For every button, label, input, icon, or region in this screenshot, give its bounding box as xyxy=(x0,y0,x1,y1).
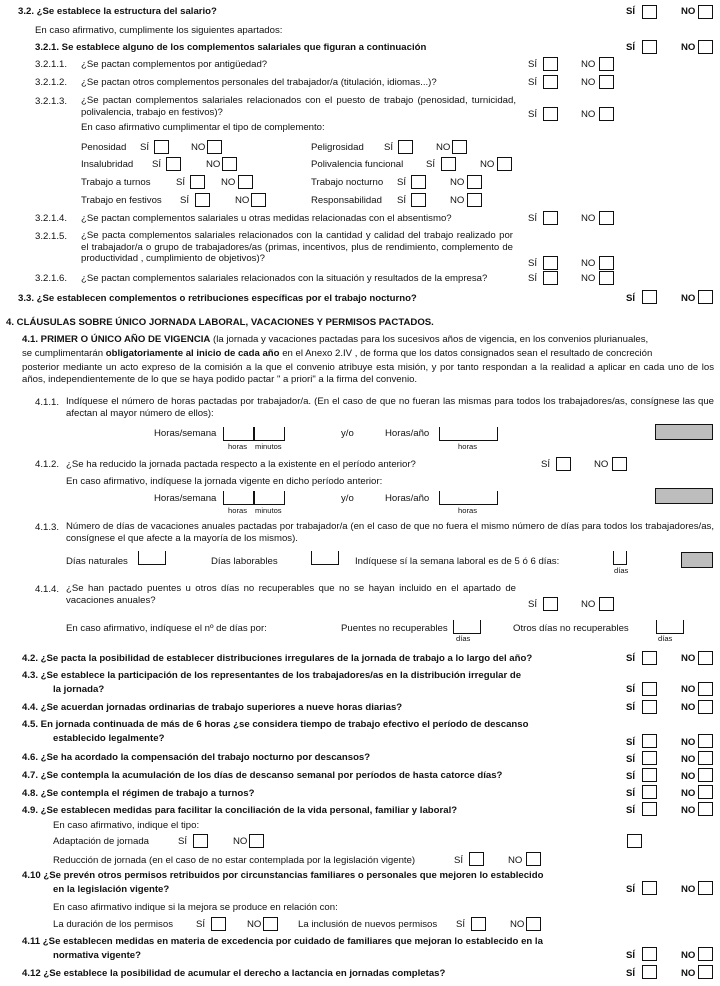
inclusion-yes-checkbox[interactable] xyxy=(471,917,486,931)
q43-label-b: la jornada? xyxy=(53,684,105,695)
s41-text-a: (la jornada y vacaciones pactadas para los sucesivos años de vigencia, en los convenios plurianuales, xyxy=(213,334,649,345)
q411b-yes-checkbox[interactable] xyxy=(642,947,657,961)
q48-no-checkbox[interactable] xyxy=(698,785,713,799)
q412-no-checkbox[interactable] xyxy=(612,457,627,471)
yes-label: SÍ xyxy=(528,59,538,70)
turnos-no-checkbox[interactable] xyxy=(238,175,253,189)
complement-peligrosidad-label: Peligrosidad xyxy=(311,142,364,153)
otros-dias-label: Otros días no recuperables xyxy=(513,623,629,634)
no-label: NO xyxy=(681,684,696,695)
yes-label: SÍ xyxy=(140,142,150,153)
yes-label: SÍ xyxy=(626,754,636,765)
q44-no-checkbox[interactable] xyxy=(698,700,713,714)
q49-label: 4.9. ¿Se establecen medidas para facilitar la conciliación de la vida personal, familiar y laboral? xyxy=(22,805,458,816)
yes-label: SÍ xyxy=(528,273,538,284)
adaptacion-yes-checkbox[interactable] xyxy=(193,834,208,848)
q413-label: Número de días de vacaciones anuales pactadas por trabajador/a (en el caso de que no fuera el mismo número de días para todos los trabajadores/as, consígnese el que afecte a la mayoría de los mismos). xyxy=(66,521,714,544)
complement-responsabilidad-label: Responsabilidad xyxy=(311,195,382,206)
q45-no-checkbox[interactable] xyxy=(698,734,713,748)
yes-label: SÍ xyxy=(528,77,538,88)
horas-ano-label: Horas/año xyxy=(385,493,430,504)
q3211-no-checkbox[interactable] xyxy=(599,57,614,71)
adaptacion-label: Adaptación de jornada xyxy=(53,836,150,847)
unit-horas: horas xyxy=(228,442,247,451)
horas-semana-label: Horas/semana xyxy=(154,428,217,439)
q42-yes-checkbox[interactable] xyxy=(642,651,657,665)
complement-festivos-label: Trabajo en festivos xyxy=(81,195,162,206)
no-label: NO xyxy=(581,77,596,88)
complement-insalubridad-label: Insalubridad xyxy=(81,159,134,170)
complement-turnos-label: Trabajo a turnos xyxy=(81,177,151,188)
no-label: NO xyxy=(581,258,596,269)
q44-yes-checkbox[interactable] xyxy=(642,700,657,714)
yes-label: SÍ xyxy=(626,702,636,713)
q3212-number: 3.2.1.2. xyxy=(35,77,68,88)
q45-yes-checkbox[interactable] xyxy=(642,734,657,748)
q412b-no-checkbox[interactable] xyxy=(698,965,713,979)
q42-no-checkbox[interactable] xyxy=(698,651,713,665)
s41-line2 xyxy=(22,348,652,360)
yes-label: SÍ xyxy=(626,771,636,782)
q411-number: 4.1.1. xyxy=(35,397,60,408)
s41-text-b2: obligatoriamente al inicio de cada año xyxy=(105,348,280,359)
inclusion-label: La inclusión de nuevos permisos xyxy=(298,919,438,930)
duracion-no-checkbox[interactable] xyxy=(263,917,278,931)
q412-yes-checkbox[interactable] xyxy=(556,457,571,471)
no-label: NO xyxy=(681,805,696,816)
reduccion-yes-checkbox[interactable] xyxy=(469,852,484,866)
q413-number: 4.1.3. xyxy=(35,522,60,533)
q33-no-checkbox[interactable] xyxy=(698,290,713,304)
q47-no-checkbox[interactable] xyxy=(698,768,713,782)
no-label: NO xyxy=(681,702,696,713)
puentes-field[interactable] xyxy=(453,620,481,634)
q3211-number: 3.2.1.1. xyxy=(35,59,68,70)
section-4-title: 4. CLÁUSULAS SOBRE ÚNICO JORNADA LABORAL, VACACIONES Y PERMISOS PACTADOS. xyxy=(6,317,434,328)
q49-yes-checkbox[interactable] xyxy=(642,802,657,816)
yes-label: SÍ xyxy=(176,177,186,188)
q3212-label: ¿Se pactan otros complementos personales del trabajador/a (titulación, idiomas...)? xyxy=(81,77,437,88)
yes-label: SÍ xyxy=(626,684,636,695)
yes-label: SÍ xyxy=(178,836,188,847)
q43-label-a: 4.3. ¿Se establece la participación de los representantes de los trabajadores/as en la distribución irregular de xyxy=(22,670,522,681)
q47-label: 4.7. ¿Se contempla la acumulación de los días de descanso semanal por períodos de hasta catorce días? xyxy=(22,770,503,781)
insalubridad-no-checkbox[interactable] xyxy=(222,157,237,171)
q321-yes-checkbox[interactable] xyxy=(642,40,657,54)
no-label: NO xyxy=(681,884,696,895)
q3216-label: ¿Se pactan complementos salariales relacionados con la situación y resultados de la empresa? xyxy=(81,273,488,284)
no-label: NO xyxy=(681,771,696,782)
q46-label: 4.6. ¿Se ha acordado la compensación del trabajo nocturno por descansos? xyxy=(22,752,371,763)
q3216-no-checkbox[interactable] xyxy=(599,271,614,285)
prev-horas-semana-hours-field[interactable] xyxy=(223,491,254,505)
q3211-label: ¿Se pactan complementos por antigüedad? xyxy=(81,59,268,70)
no-label: NO xyxy=(436,142,451,153)
no-label: NO xyxy=(235,195,250,206)
no-label: NO xyxy=(681,950,696,961)
q410-label-b: en la legislación vigente? xyxy=(53,884,170,895)
complement-nocturno-label: Trabajo nocturno xyxy=(311,177,384,188)
yes-label: SÍ xyxy=(626,788,636,799)
no-label: NO xyxy=(450,177,465,188)
no-label: NO xyxy=(594,459,609,470)
no-label: NO xyxy=(510,919,525,930)
no-label: NO xyxy=(681,653,696,664)
yes-label: SÍ xyxy=(626,968,636,979)
puentes-label: Puentes no recuperables xyxy=(341,623,448,634)
q3213-number: 3.2.1.3. xyxy=(35,96,68,107)
horas-ano-label: Horas/año xyxy=(385,428,430,439)
q49-no-checkbox[interactable] xyxy=(698,802,713,816)
q411b-label-a: 4.11 ¿Se establecen medidas en materia de excedencia por cuidado de familiares que mejoran lo establecido en la xyxy=(22,936,543,947)
q32-no-checkbox[interactable] xyxy=(698,5,713,19)
complement-polivalencia-label: Polivalencia funcional xyxy=(311,159,404,170)
yes-label: SÍ xyxy=(528,599,538,610)
q3211-yes-checkbox[interactable] xyxy=(543,57,558,71)
q414-number: 4.1.4. xyxy=(35,584,60,595)
s41-text-b3: en el Anexo 2.IV , de forma que los datos consignados sean el resultado de concreción xyxy=(282,348,653,359)
q33-label: 3.3. ¿Se establecen complementos o retribuciones específicas por el trabajo nocturno? xyxy=(18,293,417,304)
yes-label: SÍ xyxy=(626,805,636,816)
complement-penosidad-label: Penosidad xyxy=(81,142,127,153)
yes-label: SÍ xyxy=(528,258,538,269)
yes-label: SÍ xyxy=(626,653,636,664)
q3215-number: 3.2.1.5. xyxy=(35,231,68,242)
yes-label: SÍ xyxy=(626,42,636,53)
otros-dias-field[interactable] xyxy=(656,620,684,634)
q3214-label: ¿Se pactan complementos salariales u otras medidas relacionadas con el absentismo? xyxy=(81,213,452,224)
q46-yes-checkbox[interactable] xyxy=(642,751,657,765)
q44-label: 4.4. ¿Se acuerdan jornadas ordinarias de trabajo superiores a nueve horas diarias? xyxy=(22,702,403,713)
yes-label: SÍ xyxy=(384,142,394,153)
q3216-yes-checkbox[interactable] xyxy=(543,271,558,285)
q411b-no-checkbox[interactable] xyxy=(698,947,713,961)
adaptacion-no-checkbox[interactable] xyxy=(249,834,264,848)
q412b-yes-checkbox[interactable] xyxy=(642,965,657,979)
dias-laborables-field[interactable] xyxy=(311,551,339,565)
q3214-no-checkbox[interactable] xyxy=(599,211,614,225)
q410-subtitle: En caso afirmativo indique si la mejora se produce en relación con: xyxy=(53,902,338,913)
no-label: NO xyxy=(233,836,248,847)
yes-label: SÍ xyxy=(152,159,162,170)
yo-label: y/o xyxy=(341,428,354,439)
q49-subtitle: En caso afirmativo, indique el tipo: xyxy=(53,820,200,831)
q3213-no-checkbox[interactable] xyxy=(599,107,614,121)
yes-label: SÍ xyxy=(626,6,636,17)
penosidad-no-checkbox[interactable] xyxy=(207,140,222,154)
no-label: NO xyxy=(681,788,696,799)
no-label: NO xyxy=(681,737,696,748)
no-label: NO xyxy=(681,293,696,304)
q3214-number: 3.2.1.4. xyxy=(35,213,68,224)
s41-text-b1: se cumplimentarán xyxy=(22,348,104,359)
dias-naturales-label: Días naturales xyxy=(66,556,128,567)
q33-yes-checkbox[interactable] xyxy=(642,290,657,304)
unit-minutos: minutos xyxy=(255,506,282,515)
semana-laboral-field[interactable] xyxy=(613,551,627,565)
prev-horas-semana-minutes-field[interactable] xyxy=(254,491,285,505)
unit-minutos: minutos xyxy=(255,442,282,451)
duracion-yes-checkbox[interactable] xyxy=(211,917,226,931)
unit-dias: días xyxy=(456,634,471,643)
horas-semana-minutes-field[interactable] xyxy=(254,427,285,441)
q412b-label: 4.12 ¿Se establece la posibilidad de acumular el derecho a lactancia en jornadas completas? xyxy=(22,968,446,979)
shaded-field xyxy=(681,552,713,568)
yes-label: SÍ xyxy=(626,884,636,895)
q42-label: 4.2. ¿Se pacta la posibilidad de establecer distribuciones irregulares de la jornada de trabajo a lo largo del año? xyxy=(22,653,533,664)
q414-subtitle: En caso afirmativo, indíquese el nº de días por: xyxy=(66,623,267,634)
q410-no-checkbox[interactable] xyxy=(698,881,713,895)
yes-label: SÍ xyxy=(528,213,538,224)
yo-label: y/o xyxy=(341,493,354,504)
yes-label: SÍ xyxy=(454,855,464,866)
polivalencia-yes-checkbox[interactable] xyxy=(441,157,456,171)
s41-text-c: posterior mediante un acto expreso de la comisión a la que el convenio atribuye esta misión, y por tanto respondan a la realidad a aplicar en cada uno de los años, independientemente de lo que se haya podido pactar " a priori" a la firma del convenio. xyxy=(22,362,714,385)
q321-label: 3.2.1. Se establece alguno de los complementos salariales que figuran a continuación xyxy=(35,42,427,53)
q48-label: 4.8. ¿Se contempla el régimen de trabajo a turnos? xyxy=(22,788,255,799)
q43-no-checkbox[interactable] xyxy=(698,682,713,696)
yes-label: SÍ xyxy=(626,950,636,961)
dias-naturales-field[interactable] xyxy=(138,551,166,565)
peligrosidad-yes-checkbox[interactable] xyxy=(398,140,413,154)
festivos-yes-checkbox[interactable] xyxy=(195,193,210,207)
q32-yes-checkbox[interactable] xyxy=(642,5,657,19)
q410-yes-checkbox[interactable] xyxy=(642,881,657,895)
yes-label: SÍ xyxy=(541,459,551,470)
q412-label: ¿Se ha reducido la jornada pactada respecto a la existente en el período anterior? xyxy=(66,459,416,470)
no-label: NO xyxy=(450,195,465,206)
s41-heading: 4.1. PRIMER O ÚNICO AÑO DE VIGENCIA xyxy=(22,334,211,345)
q414-no-checkbox[interactable] xyxy=(599,597,614,611)
q47-yes-checkbox[interactable] xyxy=(642,768,657,782)
yes-label: SÍ xyxy=(397,195,407,206)
responsabilidad-no-checkbox[interactable] xyxy=(467,193,482,207)
yes-label: SÍ xyxy=(196,919,206,930)
shaded-field xyxy=(655,424,713,440)
q46-no-checkbox[interactable] xyxy=(698,751,713,765)
reduccion-label: Reducción de jornada (en el caso de no estar contemplada por la legislación vigente) xyxy=(53,855,416,866)
no-label: NO xyxy=(191,142,206,153)
q49-extra-checkbox[interactable] xyxy=(627,834,642,848)
q411b-label-b: normativa vigente? xyxy=(53,950,141,961)
yes-label: SÍ xyxy=(397,177,407,188)
s41-line1 xyxy=(22,334,648,346)
horas-semana-hours-field[interactable] xyxy=(223,427,254,441)
prev-horas-ano-field[interactable] xyxy=(439,491,498,505)
horas-semana-label: Horas/semana xyxy=(154,493,217,504)
q3212-no-checkbox[interactable] xyxy=(599,75,614,89)
unit-dias: días xyxy=(658,634,673,643)
yes-label: SÍ xyxy=(426,159,436,170)
responsabilidad-yes-checkbox[interactable] xyxy=(411,193,426,207)
duracion-label: La duración de los permisos xyxy=(53,919,173,930)
horas-ano-field[interactable] xyxy=(439,427,498,441)
q412-subtitle: En caso afirmativo, indíquese la jornada vigente en dicho período anterior: xyxy=(66,476,383,487)
polivalencia-no-checkbox[interactable] xyxy=(497,157,512,171)
no-label: NO xyxy=(247,919,262,930)
q43-yes-checkbox[interactable] xyxy=(642,682,657,696)
dias-laborables-label: Días laborables xyxy=(211,556,278,567)
no-label: NO xyxy=(681,42,696,53)
q3213-subtitle: En caso afirmativo cumplimentar el tipo de complemento: xyxy=(81,122,325,133)
unit-dias: días xyxy=(614,566,629,575)
q48-yes-checkbox[interactable] xyxy=(642,785,657,799)
q3215-label: ¿Se pacta complementos salariales relacionados con la cantidad y calidad del trabajo realizado por el trabajador/a o grupo de trabajadores/as (primas, incentivos, plus de rendimiento, complemento de productividad , cumplimiento de objetivos)? xyxy=(81,230,513,264)
unit-horas: horas xyxy=(458,442,477,451)
q3213-yes-checkbox[interactable] xyxy=(543,107,558,121)
yes-label: SÍ xyxy=(456,919,466,930)
no-label: NO xyxy=(508,855,523,866)
q32-title: 3.2. ¿Se establece la estructura del salario? xyxy=(18,6,217,17)
insalubridad-yes-checkbox[interactable] xyxy=(166,157,181,171)
peligrosidad-no-checkbox[interactable] xyxy=(452,140,467,154)
q3213-label: ¿Se pactan complementos salariales relacionados con el puesto de trabajo (penosidad, turnicidad, polivalencia, trabajo en festivos)? xyxy=(81,95,516,118)
yes-label: SÍ xyxy=(180,195,190,206)
nocturno-yes-checkbox[interactable] xyxy=(411,175,426,189)
reduccion-no-checkbox[interactable] xyxy=(526,852,541,866)
q414-yes-checkbox[interactable] xyxy=(543,597,558,611)
no-label: NO xyxy=(581,59,596,70)
shaded-field xyxy=(655,488,713,504)
q411-label: Indíquese el número de horas pactadas por trabajador/a. (En el caso de que no fueran las mismas para todos los trabajadores/as, consígnese las que afectan al mayor número de ellos): xyxy=(66,396,714,419)
yes-label: SÍ xyxy=(626,737,636,748)
q410-label-a: 4.10 ¿Se prevén otros permisos retribuidos por circunstancias familiares o personales que mejoren lo establecido xyxy=(22,870,544,881)
q412-number: 4.1.2. xyxy=(35,459,60,470)
q32-intro: En caso afirmativo, cumplimente los siguientes apartados: xyxy=(35,25,283,36)
inclusion-no-checkbox[interactable] xyxy=(526,917,541,931)
no-label: NO xyxy=(480,159,495,170)
nocturno-no-checkbox[interactable] xyxy=(467,175,482,189)
no-label: NO xyxy=(681,6,696,17)
semana-laboral-label: Indíquese sí la semana laboral es de 5 ó 6 días: xyxy=(355,556,560,567)
no-label: NO xyxy=(681,968,696,979)
unit-horas: horas xyxy=(458,506,477,515)
q321-no-checkbox[interactable] xyxy=(698,40,713,54)
q45-label-a: 4.5. En jornada continuada de más de 6 horas ¿se considera tiempo de trabajo efectivo el período de descanso xyxy=(22,719,529,730)
yes-label: SÍ xyxy=(626,293,636,304)
q3215-no-checkbox[interactable] xyxy=(599,256,614,270)
yes-label: SÍ xyxy=(528,109,538,120)
no-label: NO xyxy=(206,159,221,170)
q3212-yes-checkbox[interactable] xyxy=(543,75,558,89)
penosidad-yes-checkbox[interactable] xyxy=(154,140,169,154)
festivos-no-checkbox[interactable] xyxy=(251,193,266,207)
q414-label: ¿Se han pactado puentes u otros días no recuperables que no se hayan incluido en el apartado de vacaciones anuales? xyxy=(66,583,516,606)
no-label: NO xyxy=(581,599,596,610)
turnos-yes-checkbox[interactable] xyxy=(190,175,205,189)
no-label: NO xyxy=(581,273,596,284)
q3216-number: 3.2.1.6. xyxy=(35,273,68,284)
no-label: NO xyxy=(681,754,696,765)
q3215-yes-checkbox[interactable] xyxy=(543,256,558,270)
q3214-yes-checkbox[interactable] xyxy=(543,211,558,225)
no-label: NO xyxy=(221,177,236,188)
unit-horas: horas xyxy=(228,506,247,515)
q45-label-b: establecido legalmente? xyxy=(53,733,165,744)
no-label: NO xyxy=(581,109,596,120)
no-label: NO xyxy=(581,213,596,224)
